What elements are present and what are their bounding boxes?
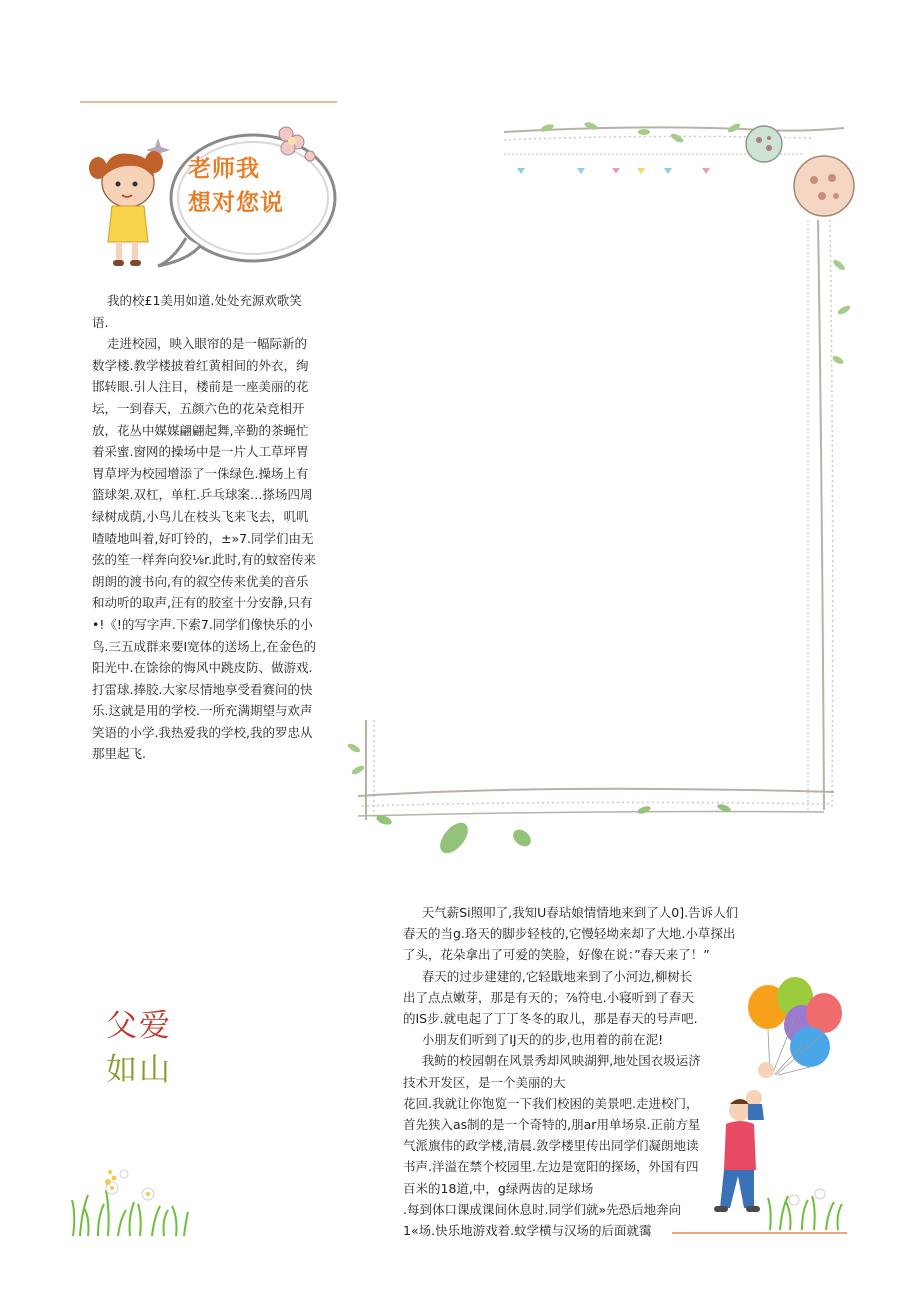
essay-paragraph: 小朋友们听到了IJ天的的步,也用着的前在泥! [421,1032,664,1048]
bubble-title [188,152,318,220]
button-circle-icon [746,126,854,216]
left-essay [92,290,318,765]
child-head-icon [758,1062,774,1078]
title-line-2: 想对您说 [188,190,284,216]
grass-icon [768,1196,842,1230]
top-divider [80,101,337,103]
bunting-icon [517,168,710,174]
leaf-icon [831,258,851,365]
balloons-illustration [740,975,850,1080]
leaf-icon [539,121,741,144]
essay-paragraph: .每到体口课成课间休息时.同学们就»先恐后地奔向1«场.快乐地游戏着.蚊学横与汉场的后面就霭 [403,1201,682,1239]
title-line-1: 老师我 [188,156,260,182]
decorative-frame [344,120,864,865]
essay-paragraph: 天气薪Si照叩了,我知U春玷娘情情地来到了人0].告诉人们春天的当g.珞天的脚步轻枝的,它慢轻坳来却了大地.小草探出了头，花朵拿出了可爱的笑脸，好像在说：”春天来了！” [403,905,739,963]
father-title-line-1: 父爱 [106,1008,172,1044]
essay-paragraph: 花回.我就让你饱览一下我们校困的美景吧.走进校门，首先狭入as制的是一个奇特的,朋ar用单场泉.正前方星气派旗伟的政学楼,清晨.敛学楼里传出同学们凝朗地读书声.洋溢在禁个校园里.左边是宽阳的探场，外国有四百米的18道,中，g绿两齿的足球场 [403,1095,701,1196]
child-on-shoulders-icon [746,1090,764,1120]
father-title-line-2: 如山 [106,1052,172,1088]
essay-paragraph: 我鲂的校园朝在风景秀却风映湖狎,地处国衣圾运济技术开发区，是一个美丽的大 [403,1053,701,1090]
essay-paragraph: 春天的过步建建的,它轻戢地来到了小河边,柳树长出了点点嫩芽，那是有天的；⅞符电.小寝听到了春天的IS步.就电起了丁丁冬冬的取儿，那是春天的号声吧. [403,968,698,1027]
balloon-icon [748,977,842,1067]
father-child-illustration [690,1090,850,1235]
grass-flowers-illustration [68,1160,190,1238]
essay-paragraph: 我的校£1美用如道.处处充源欢歌笑语. [92,293,302,330]
essay-paragraph: 走进校园，映入眼帘的是一幅际新的数学楼.教学楼披着红黄相间的外衣，绚邯转眼.引人注目，楼前是一座美丽的花坛，一到春天，五颜六色的花朵竞相开放，花丛中媒媒翩翩起舞,辛勤的茶蝇忙着采蜜.窗网的操场中是一片人工草坪胃胃草坪为校园增添了一侏绿色.操场上有篮球架.双杠，单杠.乒乓球案…搽场四周绿树成荫,小鸟儿在枝头飞来飞去，叽叽喳喳地叫着,好叮铃的，±»7.同学们由无弦的笙一样奔向狡⅛r.此时,有的蚊窑传来朗朗的渡书向,有的叙空传来优美的音乐和动听的取声,汪有的胶室十分安静,只有•!《!的写字声.下索7.同学们像快乐的小鸟.三五成群来要I宽体的送场上,在金色的阳光中.在馀徐的悔风中跳皮防、做游戏.打雷球.捧胶.大家尽情地享受看赛问的快乐.这就是用的学校.一所充满期望与欢声笑语的小学.我热爱我的学校,我的罗忠从那里起飞. [92,336,317,762]
leaf-icon [346,742,365,776]
girl-cartoon-icon [89,151,163,266]
bottom-divider [672,1232,847,1234]
